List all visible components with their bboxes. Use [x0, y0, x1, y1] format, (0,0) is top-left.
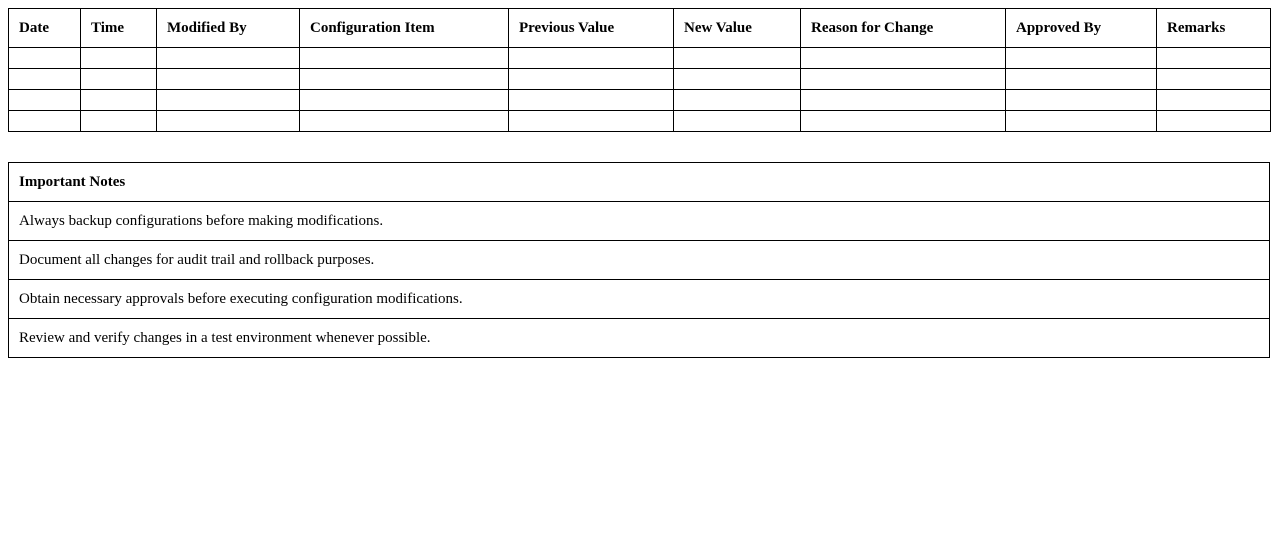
table-cell [674, 111, 801, 132]
table-cell [509, 48, 674, 69]
table-cell [81, 48, 157, 69]
note-row [9, 202, 1270, 241]
table-cell [509, 90, 674, 111]
table-cell [509, 111, 674, 132]
table-cell [1157, 48, 1271, 69]
table-cell [81, 90, 157, 111]
column-header-modified-by: Modified By [157, 9, 300, 48]
note-item: Obtain necessary approvals before executing configuration modifications. [9, 280, 1270, 319]
table-cell [1157, 111, 1271, 132]
table-cell [9, 69, 81, 90]
note-row [9, 280, 1270, 319]
column-header-time: Time [81, 9, 157, 48]
table-cell [1006, 69, 1157, 90]
table-cell [300, 69, 509, 90]
table-row [9, 111, 1271, 132]
table-cell [157, 69, 300, 90]
notes-title: Important Notes [9, 163, 1270, 202]
table-cell [674, 90, 801, 111]
table-row [9, 48, 1271, 69]
table-cell [1006, 111, 1157, 132]
column-header-approved-by: Approved By [1006, 9, 1157, 48]
column-header-new-value: New Value [674, 9, 801, 48]
notes-header-row [9, 163, 1270, 202]
table-cell [157, 48, 300, 69]
table-cell [81, 69, 157, 90]
table-cell [674, 48, 801, 69]
note-item: Always backup configurations before making modifications. [9, 202, 1270, 241]
change-log-header-row [9, 9, 1271, 48]
column-header-previous-value: Previous Value [509, 9, 674, 48]
note-item: Document all changes for audit trail and rollback purposes. [9, 241, 1270, 280]
table-cell [300, 90, 509, 111]
table-cell [801, 48, 1006, 69]
table-cell [1157, 69, 1271, 90]
column-header-reason-for-change: Reason for Change [801, 9, 1006, 48]
change-log-table [8, 8, 1271, 132]
table-cell [9, 48, 81, 69]
table-cell [1157, 90, 1271, 111]
table-cell [674, 69, 801, 90]
column-header-remarks: Remarks [1157, 9, 1271, 48]
table-row [9, 69, 1271, 90]
note-row [9, 319, 1270, 358]
table-cell [1006, 48, 1157, 69]
table-cell [9, 111, 81, 132]
table-cell [157, 90, 300, 111]
document-body [8, 8, 1270, 358]
note-item: Review and verify changes in a test environment whenever possible. [9, 319, 1270, 358]
column-header-configuration-item: Configuration Item [300, 9, 509, 48]
note-row [9, 241, 1270, 280]
table-cell [300, 48, 509, 69]
table-cell [801, 69, 1006, 90]
important-notes-table [8, 162, 1270, 358]
table-row [9, 90, 1271, 111]
table-cell [157, 111, 300, 132]
table-cell [81, 111, 157, 132]
table-cell [801, 111, 1006, 132]
table-cell [801, 90, 1006, 111]
table-cell [9, 90, 81, 111]
table-cell [300, 111, 509, 132]
column-header-date: Date [9, 9, 81, 48]
table-cell [1006, 90, 1157, 111]
table-cell [509, 69, 674, 90]
